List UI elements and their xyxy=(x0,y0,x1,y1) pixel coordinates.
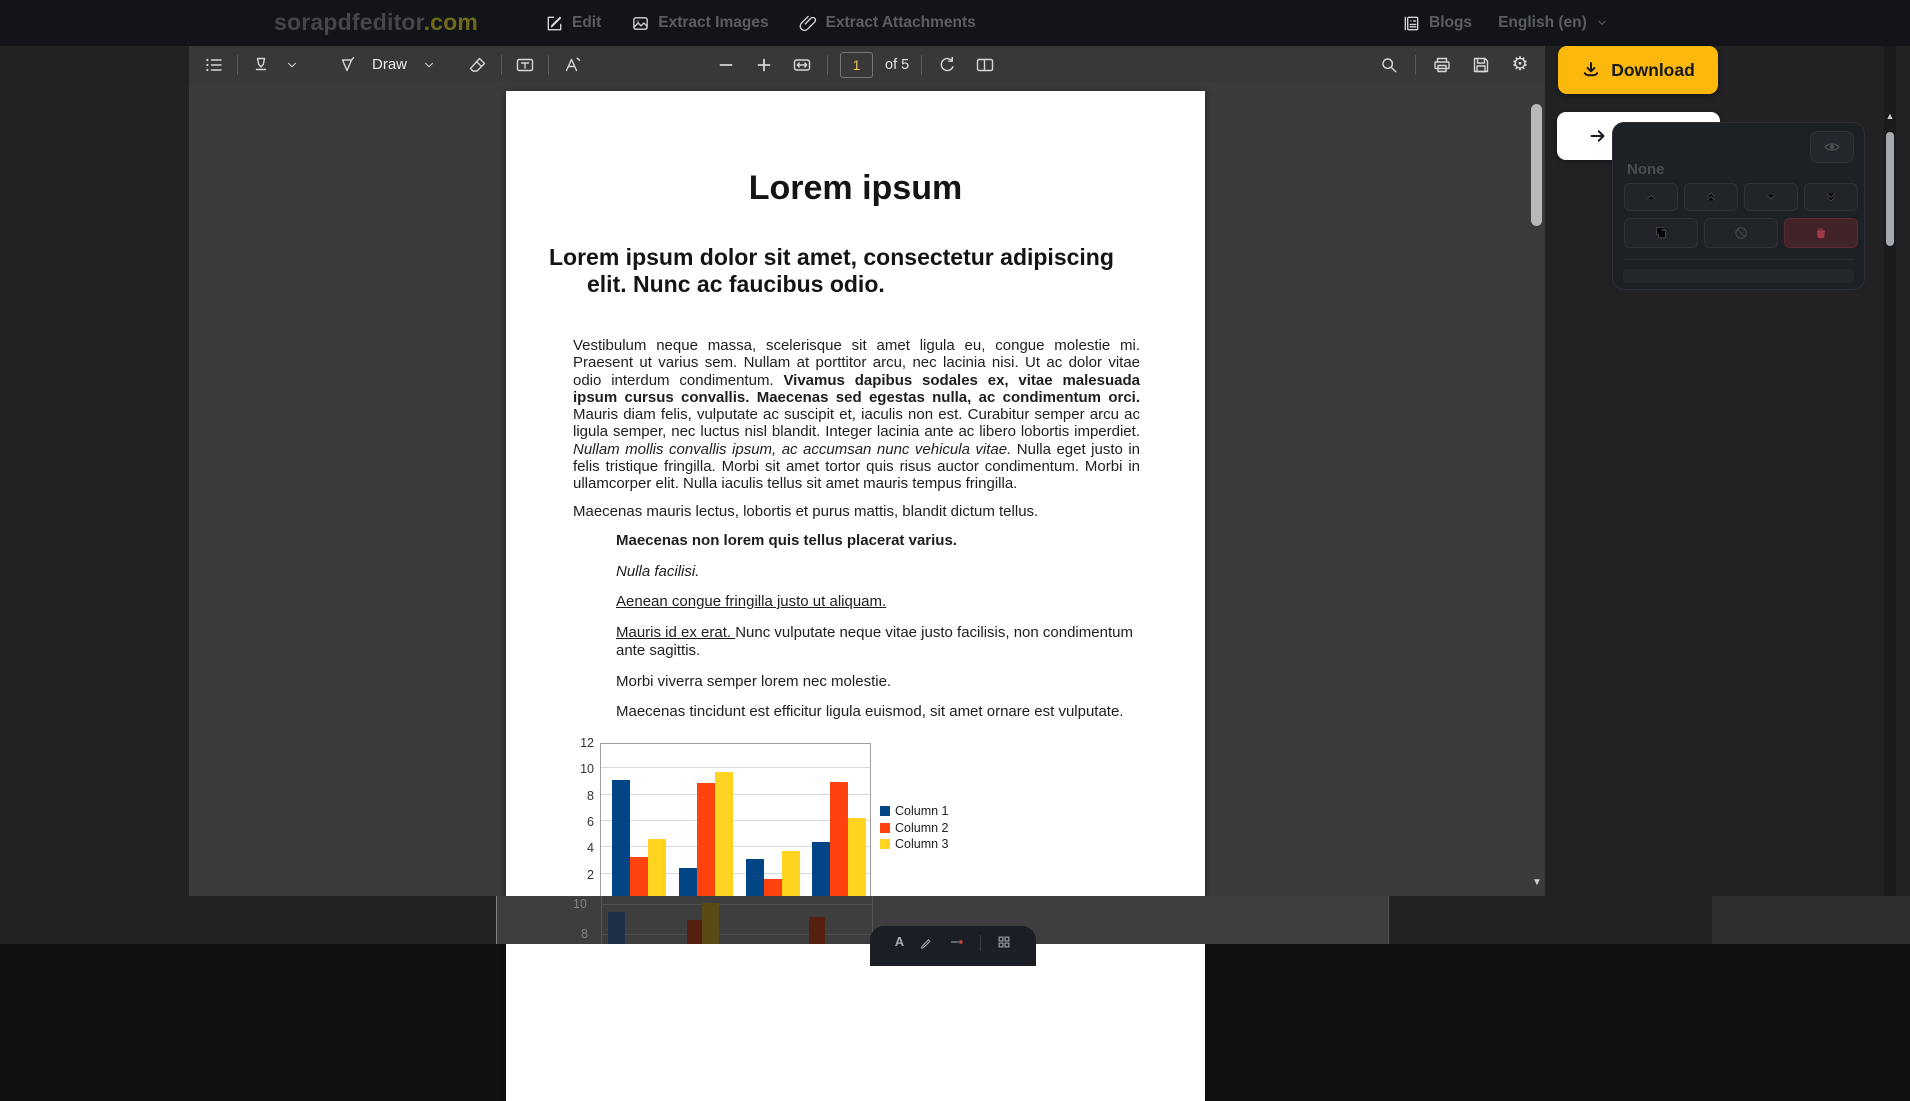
list-item xyxy=(616,563,1136,582)
chart-bar xyxy=(782,851,800,900)
legend-row xyxy=(880,820,949,837)
toolbar-divider xyxy=(827,55,828,75)
save-icon xyxy=(1471,55,1491,75)
secondary-nav xyxy=(1402,0,1609,46)
text-segment: Vestibulum neque massa, scelerisque sit amet ligula eu, congue molestie mi. Praesent ut varius sem. Nullam at porttitor arcu, nec lacinia nisi. Ut ac dolor vitae odio interdum condimentum. xyxy=(573,337,1140,389)
download-button[interactable] xyxy=(1558,46,1718,94)
nav-item-extract-images[interactable] xyxy=(631,14,768,33)
minus-icon xyxy=(716,55,736,75)
outline-list-button[interactable] xyxy=(201,52,227,78)
image-icon xyxy=(631,14,650,33)
text-segment: Nulla facilisi. xyxy=(616,562,700,580)
move-up-button[interactable] xyxy=(1624,183,1678,211)
toolbar-divider xyxy=(237,55,238,75)
nav-item-label: Blogs xyxy=(1429,14,1473,31)
text-segment: Maecenas tincidunt est efficitur ligula euismod, sit amet ornare est vulputate. xyxy=(616,703,1124,720)
outline-list-icon xyxy=(204,55,224,75)
move-down-button[interactable] xyxy=(1744,183,1798,211)
draw-tool-label[interactable]: Draw xyxy=(372,56,408,73)
page-scrollbar-thumb[interactable] xyxy=(1886,132,1894,246)
nav-item-label: Extract Images xyxy=(658,14,769,31)
disable-button[interactable] xyxy=(1704,218,1778,248)
chart-ytick-label: 8 xyxy=(587,788,594,803)
list-item xyxy=(616,593,1136,612)
background-ytick: 10 xyxy=(573,897,587,911)
language-selector[interactable] xyxy=(1498,14,1609,32)
toolbar-divider xyxy=(1415,55,1416,75)
list-item xyxy=(616,673,1136,692)
chart-bar xyxy=(630,857,648,900)
edit-button-row xyxy=(1624,218,1858,248)
document-paragraph xyxy=(573,337,1140,493)
delete-button[interactable] xyxy=(1784,218,1858,248)
scroll-up-arrow[interactable]: ▲ xyxy=(1885,111,1895,121)
viewer-toolbar xyxy=(189,46,1545,83)
rotate-icon xyxy=(937,55,957,75)
eraser-button[interactable] xyxy=(465,52,491,78)
chart-gridline xyxy=(601,767,870,768)
background-bar xyxy=(687,920,702,944)
legend-label: Column 3 xyxy=(895,837,949,852)
document-heading: Lorem ipsum dolor sit amet, consectetur adipiscing elit. Nunc ac faucibus odio. xyxy=(549,244,1114,297)
bar-chart xyxy=(556,736,986,918)
zoom-out-button[interactable] xyxy=(713,52,739,78)
legend-label: Column 1 xyxy=(895,804,949,819)
chevron-down-icon xyxy=(422,58,436,72)
chart-ytick-label: 2 xyxy=(587,867,594,882)
rotate-button[interactable] xyxy=(934,52,960,78)
page-spread-icon xyxy=(975,55,995,75)
background-floating-toolbar xyxy=(870,926,1036,966)
toolbar-divider xyxy=(921,55,922,75)
blog-icon xyxy=(1402,14,1421,33)
page-spread-button[interactable] xyxy=(972,52,998,78)
background-bar xyxy=(608,912,625,944)
settings-button[interactable] xyxy=(1507,52,1533,78)
gear-icon: ⚙ xyxy=(1511,54,1529,75)
download-icon xyxy=(1581,60,1601,80)
background-corner-block xyxy=(1712,896,1910,944)
edit-icon xyxy=(545,14,564,33)
chart-ytick-label: 12 xyxy=(580,736,594,750)
viewer-scrollbar-thumb[interactable] xyxy=(1531,104,1542,226)
highlighter-tool-button[interactable] xyxy=(248,52,274,78)
logo-text: sorapdfeditor xyxy=(274,9,424,35)
document-paragraph: Maecenas mauris lectus, lobortis et purus mattis, blandit dictum tellus. xyxy=(573,503,1039,520)
background-bar xyxy=(702,903,719,944)
list-item xyxy=(616,703,1136,722)
page-number-input[interactable] xyxy=(840,52,873,78)
paperclip-icon xyxy=(799,14,818,33)
save-button[interactable] xyxy=(1468,52,1494,78)
nav-item-label: Edit xyxy=(572,14,602,31)
panel-empty-slot xyxy=(1623,269,1854,283)
copy-button[interactable] xyxy=(1624,218,1698,248)
font-edit-icon xyxy=(562,55,582,75)
zoom-in-button[interactable] xyxy=(751,52,777,78)
text-segment: Nunc vulputate neque vitae justo facilisis, non condimentum ante sagittis. xyxy=(616,623,1133,659)
legend-swatch xyxy=(880,823,890,833)
nav-item-label: Extract Attachments xyxy=(825,14,976,31)
toolbar-divider xyxy=(548,55,549,75)
background-gridline xyxy=(601,904,872,905)
printer-icon xyxy=(1432,55,1452,75)
chart-bar xyxy=(830,782,848,901)
eraser-icon xyxy=(468,55,488,75)
text-tool-icon[interactable]: A xyxy=(894,934,905,949)
text-segment: Nulla eget justo in felis tristique fringilla. Morbi sit amet tortor quis risus auctor condimentum. Morbi in ullamcorper elit. Nulla iaculis tellus sit amet mauris tempus fringilla. xyxy=(573,440,1140,493)
move-to-top-button[interactable] xyxy=(1684,183,1738,211)
print-button[interactable] xyxy=(1429,52,1455,78)
fit-width-button[interactable] xyxy=(789,52,815,78)
chart-ytick-label: 6 xyxy=(587,815,594,829)
draw-tool-button[interactable] xyxy=(334,52,360,78)
fit-width-icon xyxy=(792,55,812,75)
legend-swatch xyxy=(880,839,890,849)
text-segment: Aenean congue fringilla justo ut aliquam. xyxy=(616,593,887,610)
main-nav xyxy=(545,0,976,46)
viewer-canvas xyxy=(189,83,1545,896)
background-bar xyxy=(809,917,825,944)
chevron-down-icon xyxy=(1595,16,1609,30)
chart-ytick-label: 10 xyxy=(580,762,594,777)
selection-value-label: None xyxy=(1627,161,1665,178)
text-segment: Maecenas non lorem quis tellus placerat varius. xyxy=(616,532,957,549)
text-segment: Morbi viverra semper lorem nec molestie. xyxy=(616,672,892,690)
text-box-button[interactable] xyxy=(512,52,538,78)
search-icon xyxy=(1379,55,1399,75)
text-segment: Nullam mollis convallis ipsum, ac accumsan nunc vehicula vitae. xyxy=(573,440,1017,458)
chart-bar xyxy=(648,839,666,900)
top-nav-bar xyxy=(0,0,1910,46)
legend-row xyxy=(880,803,949,820)
chart-legend xyxy=(880,803,949,853)
chart-bar xyxy=(812,842,830,900)
text-segment: Mauris id ex erat. xyxy=(616,623,736,641)
eye-icon xyxy=(1823,138,1841,156)
chart-bar xyxy=(848,818,866,900)
document-title: Lorem ipsum xyxy=(748,169,963,207)
chart-bar xyxy=(612,780,630,900)
site-logo[interactable] xyxy=(274,9,478,36)
visibility-toggle-button[interactable] xyxy=(1810,131,1854,163)
legend-swatch xyxy=(880,806,890,816)
draw-dropdown-button[interactable] xyxy=(421,52,437,78)
annotation-side-panel xyxy=(1612,122,1865,290)
page-count-label: of 5 xyxy=(884,56,910,73)
chevron-down-icon xyxy=(285,58,299,72)
highlighter-dropdown-button[interactable] xyxy=(284,52,300,78)
chart-bar xyxy=(697,783,715,900)
pen-tool-icon[interactable] xyxy=(920,935,934,949)
panel-divider xyxy=(1623,259,1854,260)
reorder-button-row xyxy=(1624,183,1858,211)
nav-item-extract-attachments[interactable] xyxy=(799,14,976,33)
plus-icon xyxy=(754,55,774,75)
nav-item-blogs[interactable] xyxy=(1402,14,1472,33)
arrow-right-icon xyxy=(1588,126,1608,146)
logo-accent-text: .com xyxy=(423,9,479,35)
document-list xyxy=(616,532,1136,734)
background-ytick: 8 xyxy=(581,927,588,941)
draw-nib-icon xyxy=(337,55,357,75)
list-item xyxy=(616,624,1136,661)
text-segment: Mauris diam felis, vulputate ac suscipit et, iaculis non est. Curabitur semper arcu ac ligula semper, nec luctus nisl blandit. Integer lacinia ante ac libero lobortis imperdiet. xyxy=(573,406,1140,441)
pdf-page xyxy=(506,91,1205,1101)
legend-label: Column 2 xyxy=(895,820,949,835)
chart-ytick-label: 4 xyxy=(587,841,594,856)
list-item xyxy=(616,532,1136,551)
mini-toolbar-divider xyxy=(980,935,981,951)
chart-bar xyxy=(715,772,733,900)
search-button[interactable] xyxy=(1376,52,1402,78)
edit-text-button[interactable] xyxy=(559,52,585,78)
highlighter-icon xyxy=(251,55,271,75)
background-gridline xyxy=(601,934,872,935)
line-color-icon[interactable] xyxy=(950,935,964,949)
move-to-bottom-button[interactable] xyxy=(1804,183,1858,211)
text-segment: Vivamus dapibus sodales ex, vitae malesuada ipsum cursus convallis. Maecenas sed egestas nulla, ac condimentum orci. xyxy=(573,371,1140,406)
page-scrollbar[interactable] xyxy=(1884,46,1896,944)
text-box-icon xyxy=(515,55,535,75)
chart-plot-area xyxy=(600,743,871,901)
download-button-label: Download xyxy=(1611,59,1695,80)
chart-bar xyxy=(746,859,764,900)
toolbar-divider xyxy=(501,55,502,75)
pdf-viewer-modal xyxy=(189,46,1545,896)
language-label: English (en) xyxy=(1498,14,1587,31)
chart-y-axis xyxy=(556,736,594,901)
grid-tool-icon[interactable] xyxy=(997,935,1011,949)
legend-row xyxy=(880,836,949,853)
nav-item-edit[interactable] xyxy=(545,14,601,33)
viewer-scroll-down-arrow[interactable]: ▼ xyxy=(1532,877,1542,888)
